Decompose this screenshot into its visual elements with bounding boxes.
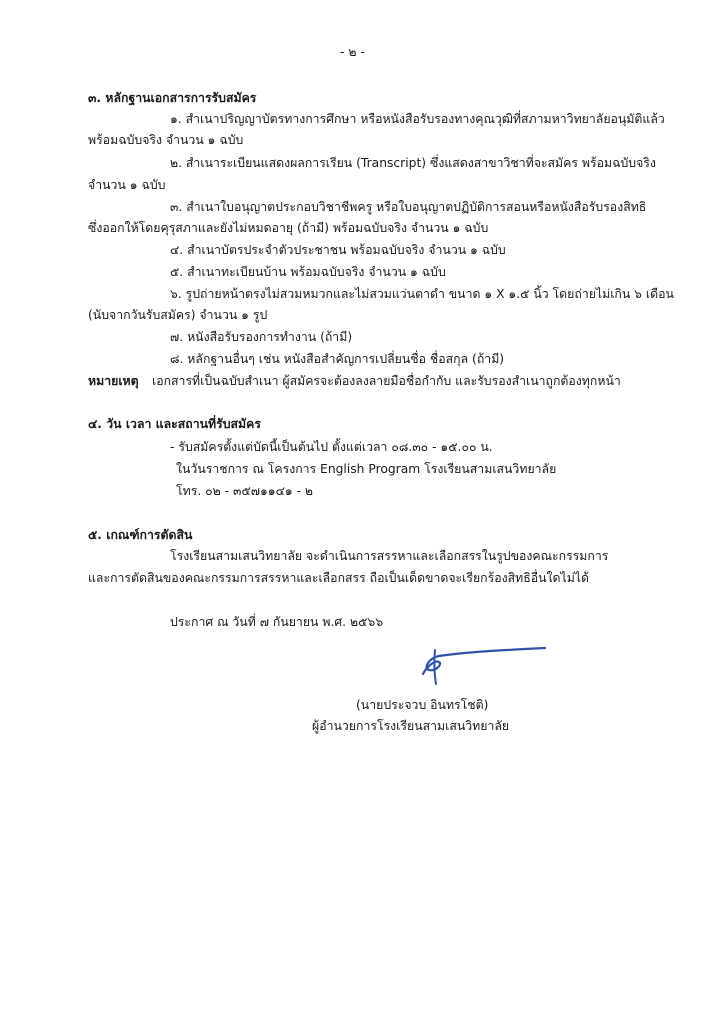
section3-item2-line1: ๒. สำเนาระเบียนแสดงผลการเรียน (Transcript) ซึ่งแสดงสาขาวิชาที่จะสมัคร พร้อมฉบับจริง: [170, 156, 656, 170]
section3-item5: ๕. สำเนาทะเบียนบ้าน พร้อมฉบับจริง จำนวน ๑ ฉบับ: [170, 265, 446, 279]
handwritten-signature: [405, 640, 555, 690]
section3-item4: ๔. สำเนาบัตรประจำตัวประชาชน พร้อมฉบับจริง จำนวน ๑ ฉบับ: [170, 243, 506, 257]
note-text: เอกสารที่เป็นฉบับสำเนา ผู้สมัครจะต้องลงลายมือชื่อกำกับ และรับรองสำเนาถูกต้องทุกหน้า: [152, 374, 621, 388]
section4-heading: ๔. วัน เวลา และสถานที่รับสมัคร: [88, 417, 261, 431]
section3-item8: ๘. หลักฐานอื่นๆ เช่น หนังสือสำคัญการเปลี่ยนชื่อ ชื่อสกุล (ถ้ามี): [170, 352, 505, 366]
page-number: - ๒ -: [340, 45, 365, 59]
section3-heading: ๓. หลักฐานเอกสารการรับสมัคร: [88, 91, 257, 105]
section3-item3-line1: ๓. สำเนาใบอนุญาตประกอบวิชาชีพครู หรือใบอนุญาตปฏิบัติการสอนหรือหนังสือรับรองสิทธิ: [170, 200, 647, 214]
section3-item6-line1: ๖. รูปถ่ายหน้าตรงไม่สวมหมวกและไม่สวมแว่นตาดำ ขนาด ๑ X ๑.๕ นิ้ว โดยถ่ายไม่เกิน ๖ เดือน: [170, 287, 674, 301]
section3-item3-line2: ซึ่งออกให้โดยคุรุสภาและยังไม่หมดอายุ (ถ้ามี) พร้อมฉบับจริง จำนวน ๑ ฉบับ: [88, 221, 489, 235]
section3-item1-line2: พร้อมฉบับจริง จำนวน ๑ ฉบับ: [88, 133, 244, 147]
signer-name: (นายประจวบ อินทรโชติ): [356, 698, 489, 712]
section4-line3: โทร. ๐๒ - ๓๕๗๑๑๔๑ - ๒: [176, 484, 314, 498]
section3-item6-line2: (นับจากวันรับสมัคร) จำนวน ๑ รูป: [88, 308, 268, 322]
section3-item2-line2: จำนวน ๑ ฉบับ: [88, 178, 166, 192]
section4-line1: - รับสมัครตั้งแต่บัดนี้เป็นต้นไป ตั้งแต่เวลา ๐๘.๓๐ - ๑๕.๐๐ น.: [170, 440, 493, 454]
section5-line2: และการตัดสินของคณะกรรมการสรรหาและเลือกสรร ถือเป็นเด็ดขาดจะเรียกร้องสิทธิอื่นใดไม่ได้: [88, 571, 589, 585]
section4-line2: ในวันราชการ ณ โครงการ English Program โรงเรียนสามเสนวิทยาลัย: [176, 462, 557, 476]
section5-line1: โรงเรียนสามเสนวิทยาลัย จะดำเนินการสรรหาและเลือกสรรในรูปของคณะกรรมการ: [170, 549, 609, 563]
section5-heading: ๕. เกณฑ์การตัดสิน: [88, 528, 193, 542]
signer-title: ผู้อำนวยการโรงเรียนสามเสนวิทยาลัย: [312, 719, 510, 733]
note-label: หมายเหตุ: [88, 374, 139, 388]
section3-item1-line1: ๑. สำเนาปริญญาบัตรทางการศึกษา หรือหนังสือรับรองทางคุณวุฒิที่สภามหาวิทยาลัยอนุมัติแล้ว: [170, 112, 665, 126]
section3-item7: ๗. หนังสือรับรองการทำงาน (ถ้ามี): [170, 330, 353, 344]
announcement-date: ประกาศ ณ วันที่ ๗ กันยายน พ.ศ. ๒๕๖๖: [170, 615, 384, 629]
